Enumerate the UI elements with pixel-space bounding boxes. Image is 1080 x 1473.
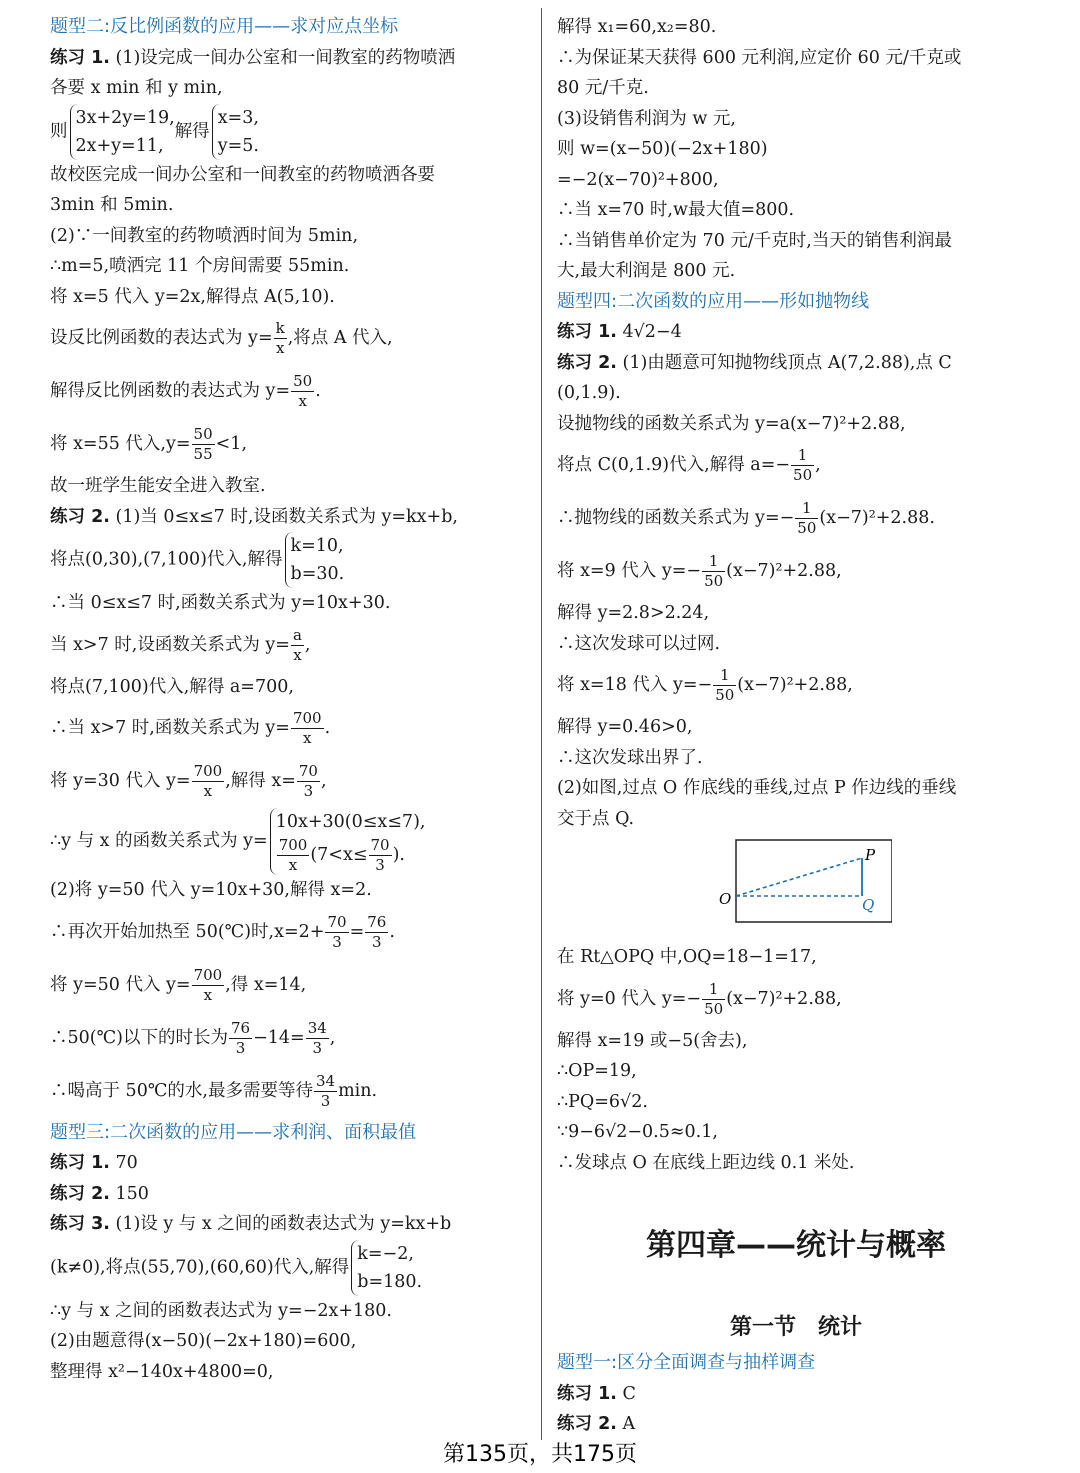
equation-system (70, 104, 175, 160)
text-segment: −14= (253, 1027, 305, 1048)
fraction-line (50, 1065, 528, 1118)
numerator: 700 (292, 709, 322, 727)
text-segment: (7<x≤ (310, 845, 368, 865)
fraction (314, 1072, 337, 1111)
text-segment: 解得反比例函数的表达式为 y= (50, 381, 291, 401)
text-line: 各要 x min 和 y min, (50, 78, 223, 98)
text-segment: ∴当 x>7 时,函数关系式为 y= (50, 718, 290, 738)
text-line: 故一班学生能安全进入教室. (50, 476, 266, 496)
text-line: 解得 x₁=60,x₂=80. (557, 17, 717, 37)
denominator: x (203, 985, 213, 1004)
section-title: 第一节 统计 (729, 1315, 862, 1340)
text-line: 整理得 x²−140x+4800=0, (50, 1361, 274, 1382)
fraction-line (50, 959, 528, 1012)
exercise-label: 练习 2. (557, 352, 617, 373)
text-segment: 设反比例函数的表达式为 y= (50, 328, 273, 348)
exercise-label: 练习 1. (50, 1153, 110, 1173)
numerator: 700 (193, 965, 223, 984)
exercise-label: 练习 1. (50, 47, 110, 68)
denominator: 50 (715, 686, 735, 704)
fraction (291, 709, 324, 748)
exercise-line (50, 502, 528, 533)
exercise-label: 练习 2. (50, 506, 110, 527)
text-line: ∴当销售单价定为 70 元/千克时,当天的销售利润最 (557, 230, 952, 251)
exercise-text: A (622, 1414, 636, 1434)
denominator: x (293, 645, 302, 664)
exercise-text: (1)由题意可知抛物线顶点 A(7,2.88),点 C (622, 352, 952, 373)
court-figure (712, 838, 892, 926)
denominator: x (288, 856, 298, 874)
left-column (50, 12, 528, 1387)
fraction-line (557, 659, 1035, 712)
denominator: 3 (372, 932, 382, 951)
text-line: 将点(7,100)代入,解得 a=700, (50, 676, 294, 697)
text-segment: . (324, 718, 331, 738)
text-segment: (x−7)²+2.88, (737, 675, 853, 695)
text-segment: ∴抛物线的函数关系式为 y=− (557, 508, 795, 528)
text-segment: min. (338, 1080, 378, 1101)
chapter-answers (557, 1348, 1035, 1440)
text-line: 大,最大利润是 800 元. (557, 261, 736, 281)
text-line: ∴当 x=70 时,w最大值=800. (557, 200, 795, 220)
text-line: ∴m=5,喷洒完 11 个房间需要 55min. (50, 256, 350, 276)
exercise-line (557, 1409, 1035, 1440)
text-segment: , (304, 634, 311, 655)
text-line: 故校医完成一间办公室和一间教室的药物喷洒各要 (50, 164, 435, 185)
fraction-line (50, 755, 528, 808)
fraction (277, 836, 310, 875)
text-line: 解得 y=2.8>2.24, (557, 603, 710, 623)
text-line: ∴y 与 x 之间的函数表达式为 y=−2x+180. (50, 1300, 392, 1321)
text-segment: , (329, 1027, 336, 1048)
numerator: 34 (315, 1071, 336, 1090)
exercise-text: C (622, 1383, 636, 1404)
section-heading: 题型三:二次函数的应用——求利润、面积最值 (50, 1121, 417, 1143)
exercise-line (557, 348, 1035, 379)
text-line: ∴为保证某天获得 600 元利润,应定价 60 元/千克或 (557, 47, 962, 68)
text-line: 解得 x=19 或−5(舍去), (557, 1030, 748, 1051)
denominator: 55 (193, 445, 213, 463)
piece-row (276, 836, 426, 875)
denominator: 50 (797, 519, 817, 537)
text-segment: 当 x>7 时,设函数关系式为 y= (50, 634, 290, 655)
text-line: ∴发球点 O 在底线上距边线 0.1 米处. (557, 1152, 855, 1173)
text-segment: ,得 x=14, (225, 974, 307, 995)
text-segment: <1, (215, 434, 248, 454)
text-segment: 将点(0,30),(7,100)代入,解得 (50, 549, 283, 570)
fraction (369, 836, 392, 875)
section-heading: 题型二:反比例函数的应用——求对应点坐标 (50, 16, 399, 37)
text-segment: , (815, 455, 821, 475)
fraction-line (50, 906, 528, 959)
numerator: 70 (327, 912, 347, 931)
text-segment: ,将点 A 代入, (287, 328, 393, 348)
text-segment: . (315, 381, 321, 401)
fraction-line (50, 418, 528, 471)
denominator: 50 (793, 466, 813, 484)
column-divider (541, 8, 542, 1440)
text-segment: 将点 C(0,1.9)代入,解得 a=− (557, 455, 791, 475)
text-segment: 将 x=9 代入 y=− (557, 561, 702, 581)
numerator: 700 (278, 836, 308, 854)
exercise-text: 4√2−4 (622, 322, 682, 342)
text-segment: 解得 (174, 121, 210, 141)
exercise-text: (1)当 0≤x≤7 时,设函数关系式为 y=kx+b, (115, 506, 458, 527)
fraction (291, 626, 304, 665)
text-line: 设抛物线的函数关系式为 y=a(x−7)²+2.88, (557, 413, 906, 434)
text-segment: 将 y=50 代入 y= (50, 974, 191, 995)
text-line: (2)将 y=50 代入 y=10x+30,解得 x=2. (50, 880, 372, 900)
system-row: k=10, (290, 536, 344, 556)
text-line: 80 元/千克. (557, 78, 649, 98)
piece-row: 10x+30(0≤x≤7), (275, 812, 426, 832)
point-label-q: Q (862, 896, 875, 914)
fraction (297, 762, 320, 801)
text-line: ∴这次发球可以过网. (557, 633, 721, 654)
numerator: 76 (231, 1018, 251, 1037)
text-line: ∵9−6√2−0.5≈0.1, (557, 1122, 718, 1142)
numerator: 1 (791, 446, 814, 466)
exercise-label: 练习 2. (557, 1414, 617, 1434)
text-line: 交于点 Q. (557, 808, 635, 829)
point-label-p: P (865, 846, 876, 864)
fraction (291, 372, 314, 411)
text-line: 在 Rt△OPQ 中,OQ=18−1=17, (557, 947, 817, 967)
exercise-label: 练习 2. (50, 1183, 110, 1204)
fraction (274, 319, 287, 358)
text-line: (2)由题意得(x−50)(−2x+180)=600, (50, 1331, 357, 1351)
text-line: 解得 y=0.46>0, (557, 717, 693, 737)
text-line: (0,1.9). (557, 383, 621, 403)
fraction-line (557, 439, 1035, 492)
denominator: 3 (303, 782, 314, 800)
denominator: 50 (704, 999, 724, 1018)
system-line (50, 532, 528, 588)
exercise-line (50, 1209, 528, 1240)
numerator: 70 (370, 836, 390, 854)
exercise-line (50, 43, 528, 74)
text-line: 3min 和 5min. (50, 195, 174, 215)
exercise-line (50, 1148, 528, 1179)
page-footer: 第135页，共175页 (443, 1442, 637, 1467)
fraction (192, 762, 225, 801)
numerator: 50 (293, 372, 313, 390)
denominator: 3 (320, 1091, 331, 1110)
denominator: x (275, 339, 285, 357)
system-row: k=−2, (357, 1243, 414, 1264)
text-line: ∴PQ=6√2. (557, 1091, 648, 1112)
text-segment: , (320, 771, 327, 791)
system-row: 3x+2y=19, (75, 107, 175, 128)
system-row: x=3, (217, 107, 259, 128)
fraction (229, 1019, 252, 1058)
text-segment: ∴再次开始加热至 50(℃)时,x=2+ (50, 921, 325, 942)
denominator: 3 (235, 1038, 246, 1057)
text-line: (2)如图,过点 O 作底线的垂线,过点 P 作边线的垂线 (557, 778, 957, 798)
denominator: x (303, 729, 312, 747)
text-line: (3)设销售利润为 w 元, (557, 108, 736, 129)
section-heading: 题型四:二次函数的应用——形如抛物线 (557, 290, 870, 312)
text-line: ∴这次发球出界了. (557, 747, 703, 768)
numerator: 70 (298, 762, 318, 780)
fraction-line (557, 545, 1035, 598)
fraction (325, 913, 348, 952)
fraction (791, 446, 814, 485)
denominator: 3 (332, 932, 342, 951)
text-segment: . (389, 921, 395, 942)
fraction (702, 980, 725, 1019)
denominator: 50 (704, 572, 724, 590)
text-segment: ∴喝高于 50℃的水,最多需要等待 (50, 1080, 313, 1101)
exercise-line (557, 317, 1035, 348)
text-line: ∴OP=19, (557, 1061, 637, 1081)
exercise-text: 70 (115, 1153, 138, 1173)
denominator: 3 (312, 1038, 323, 1057)
denominator: x (203, 782, 213, 800)
numerator: 76 (367, 912, 387, 931)
chapter-title: 第四章——统计与概率 (646, 1228, 946, 1263)
court-diagram (557, 838, 1035, 934)
text-segment: 将 x=55 代入,y= (50, 434, 191, 454)
fraction (306, 1019, 329, 1058)
text-segment: = (349, 921, 365, 942)
fraction (365, 913, 388, 952)
system-row: b=180. (357, 1271, 423, 1292)
text-line: =−2(x−70)²+800, (557, 169, 719, 190)
text-line: 则 w=(x−50)(−2x+180) (557, 139, 768, 159)
denominator: x (298, 392, 307, 410)
numerator: 1 (702, 552, 725, 572)
fraction-line (50, 619, 528, 672)
fraction-line (50, 312, 528, 365)
fraction (192, 425, 215, 464)
numerator: k (275, 319, 285, 337)
system-row: 2x+y=11, (75, 135, 164, 156)
right-column (557, 12, 1035, 1178)
numerator: 700 (193, 762, 223, 780)
fraction-line (557, 492, 1035, 545)
system-row: y=5. (217, 135, 259, 156)
fraction-line (50, 1012, 528, 1065)
piecewise-function (270, 808, 426, 875)
numerator: 1 (795, 499, 818, 519)
equation-system (351, 1240, 422, 1296)
numerator: 1 (713, 666, 736, 686)
text-segment: 则 (50, 121, 68, 141)
exercise-label: 练习 1. (557, 322, 617, 342)
fraction (795, 499, 818, 538)
fraction (192, 966, 225, 1005)
segment-op (736, 858, 862, 896)
denominator: 3 (375, 856, 385, 874)
numerator: 50 (193, 425, 213, 443)
exercise-label: 练习 3. (50, 1214, 110, 1234)
text-segment: (x−7)²+2.88, (726, 988, 842, 1009)
exercise-text: (1)设完成一间办公室和一间教室的药物喷洒 (115, 47, 456, 68)
numerator: 34 (307, 1018, 327, 1037)
text-line: ∴当 0≤x≤7 时,函数关系式为 y=10x+30. (50, 593, 391, 613)
equation-system (212, 104, 259, 160)
text-line: (2)∵一间教室的药物喷洒时间为 5min, (50, 225, 359, 246)
section-heading: 题型一:区分全面调查与抽样调查 (557, 1352, 816, 1373)
text-segment: ∴y 与 x 的函数关系式为 y= (50, 831, 268, 851)
fraction-line (50, 365, 528, 418)
system-line (50, 104, 528, 160)
system-row: b=30. (290, 564, 345, 584)
fraction-line (557, 973, 1035, 1026)
text-segment: (x−7)²+2.88, (726, 561, 842, 581)
exercise-line (50, 1179, 528, 1210)
fraction-line (50, 702, 528, 755)
exercise-line (557, 1379, 1035, 1410)
exercise-text: 150 (115, 1183, 149, 1204)
text-segment: ). (392, 845, 405, 865)
text-segment: (k≠0),将点(55,70),(60,60)代入,解得 (50, 1257, 350, 1277)
numerator: 1 (702, 980, 725, 1000)
text-segment: 将 y=0 代入 y=− (557, 988, 702, 1009)
text-segment: ∴50(℃)以下的时长为 (50, 1027, 228, 1048)
exercise-label: 练习 1. (557, 1383, 617, 1404)
text-segment: 将 y=30 代入 y= (50, 771, 191, 791)
system-line (50, 1240, 528, 1296)
text-segment: ,解得 x= (225, 771, 296, 791)
fraction (713, 666, 736, 705)
numerator: a (292, 625, 302, 644)
fraction (702, 552, 725, 591)
equation-system (285, 532, 345, 588)
text-line: 将 x=5 代入 y=2x,解得点 A(5,10). (50, 286, 335, 307)
piecewise-line (50, 808, 528, 875)
exercise-text: (1)设 y 与 x 之间的函数表达式为 y=kx+b (115, 1214, 452, 1234)
text-segment: 将 x=18 代入 y=− (557, 675, 713, 695)
text-segment: (x−7)²+2.88. (819, 508, 935, 528)
point-label-o: O (719, 890, 732, 908)
